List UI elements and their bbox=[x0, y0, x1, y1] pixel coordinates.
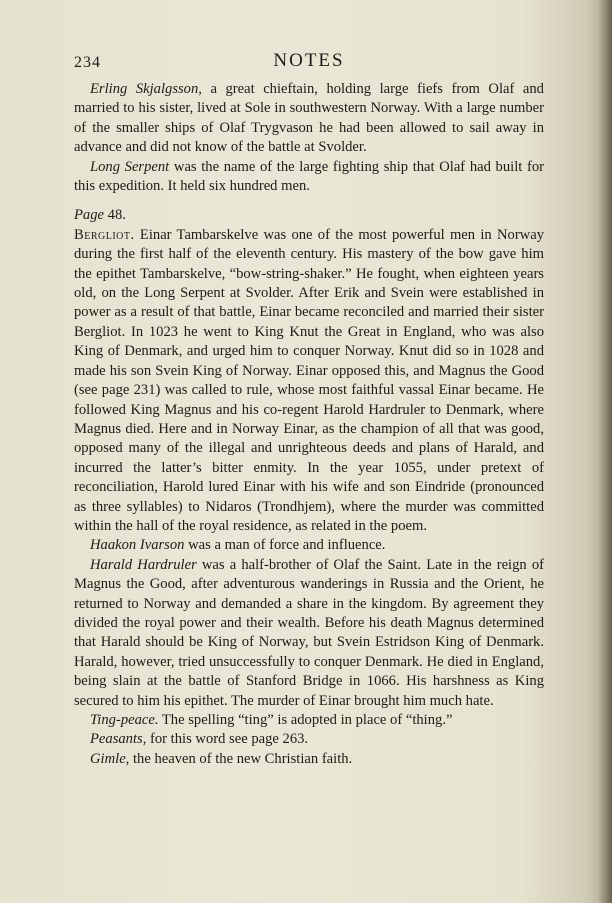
note-ting-peace bbox=[74, 711, 544, 730]
note-gimle bbox=[74, 750, 544, 769]
note-text: the heaven of the new Christian faith. bbox=[129, 750, 353, 767]
note-term: Ting-peace. bbox=[90, 712, 159, 728]
note-term: Haakon Ivarson bbox=[90, 537, 185, 554]
page-reference bbox=[74, 206, 544, 225]
note-term: Peasants, bbox=[90, 731, 147, 748]
note-text: was a man of force and influence. bbox=[184, 537, 386, 554]
note-text: was a half-brother of Olaf the Saint. Late in the reign of Magnus the Good, after adventurous wanderings in Russia and the Orient, he returned to Norway and demanded a share in the kingdom. By agreement they divided the royal power and their wealth. Before his death Magnus determined that Harald should be King of Norway, but Svein Estridson King of Denmark. Harald, however, tried unsuccessfully to conquer Denmark. He died in England, being slain at the battle of Stanford Bridge in 1066. His harshness as King secured to him his epithet. The murder of Einar brought him much hate. bbox=[74, 556, 544, 709]
note-bergliot bbox=[74, 226, 544, 537]
page-spine-shadow bbox=[598, 0, 612, 903]
note-text: was the name of the large fighting ship that Olaf had built for this expedition. It held six hundred men. bbox=[74, 158, 544, 195]
section-gap bbox=[74, 196, 544, 206]
page-ref-label: Page bbox=[74, 207, 104, 224]
note-harald bbox=[74, 556, 544, 711]
note-text: Einar Tambarskelve was one of the most powerful men in Norway during the first half of the eleventh century. His mastery of the bow gave him the epithet Tambarskelve, “bow-string-shaker.” He fought, when eighteen years old, on the Long Serpent at Svolder. After Erik and Svein were established in power as a result of that battle, Einar became reconciled and married their sister Bergliot. In 1023 he went to King Knut the Great in England, who was also King of Denmark, and urged him to conquer Norway. Knut did so in 1028 and made his son Svein King of Norway. Einar opposed this, and Magnus the Good (see page 231) was called to rule, whose most faithful vassal Einar became. He followed King Magnus and his co-regent Harold Hardruler to Denmark, where Magnus died. Here and in Norway Einar, as the champion of all that was good, opposed many of the illegal and unrighteous deeds and plans of Harald, and incurred the latter’s bitter enmity. In the year 1055, under pretext of reconciliation, Harold lured Einar with his wife and son Eindride (pronounced as three syllables) to Nidaros (Trondhjem), where the murder was committed within the hall of the royal residence, as related in the poem. bbox=[74, 226, 544, 534]
note-term: Gimle, bbox=[90, 750, 130, 767]
note-haakon bbox=[74, 536, 544, 555]
note-text: The spelling “ting” is adopted in place of “thing.” bbox=[158, 712, 453, 728]
page-header bbox=[74, 50, 544, 74]
note-term: Bergliot. bbox=[74, 226, 135, 243]
note-erling bbox=[74, 80, 544, 158]
note-text: for this word see page 263. bbox=[146, 731, 309, 748]
running-head-title: NOTES bbox=[273, 50, 345, 71]
note-peasants bbox=[74, 730, 544, 749]
note-long-serpent bbox=[74, 158, 544, 197]
note-term: Long Serpent bbox=[90, 158, 170, 175]
page-ref-number: 48. bbox=[107, 207, 126, 224]
note-term: Erling Skjalgsson, bbox=[90, 81, 202, 97]
note-text: a great chieftain, holding large fiefs from Olaf and married to his sister, lived at Sole in southwestern Norway. With a large number of the smaller ships of Olaf Trygvason he had been allowed to sail away in advance and did not know of the battle at Svolder. bbox=[74, 81, 544, 156]
notes-body bbox=[74, 80, 544, 769]
page-number: 234 bbox=[74, 54, 101, 71]
note-term: Harald Hardruler bbox=[90, 556, 197, 573]
